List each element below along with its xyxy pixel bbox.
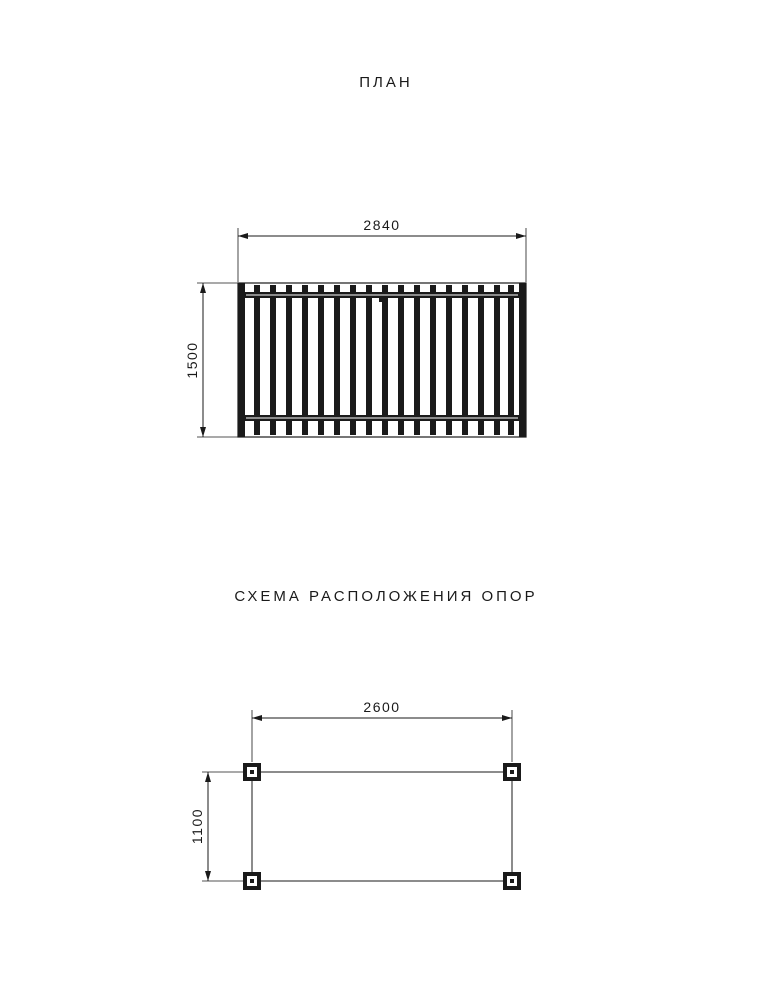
supports-height-dimension [202,772,248,881]
plan-view-title: ПЛАН [359,74,413,91]
plan-height-label: 1500 [184,341,200,379]
supports-width-label: 2600 [363,699,401,715]
support-post [503,872,521,890]
plan-width-label: 2840 [363,217,401,233]
supports-view-title: СХЕМА РАСПОЛОЖЕНИЯ ОПОР [234,588,538,605]
support-posts [243,763,521,890]
supports-height-label: 1100 [189,807,205,845]
supports-width-dimension [252,710,512,762]
plan-width-dimension [238,228,526,282]
support-post [243,872,261,890]
support-post [243,763,261,781]
support-post [503,763,521,781]
plan-view-group [197,228,526,437]
plan-height-dimension [197,283,244,437]
supports-view-group [202,710,521,890]
